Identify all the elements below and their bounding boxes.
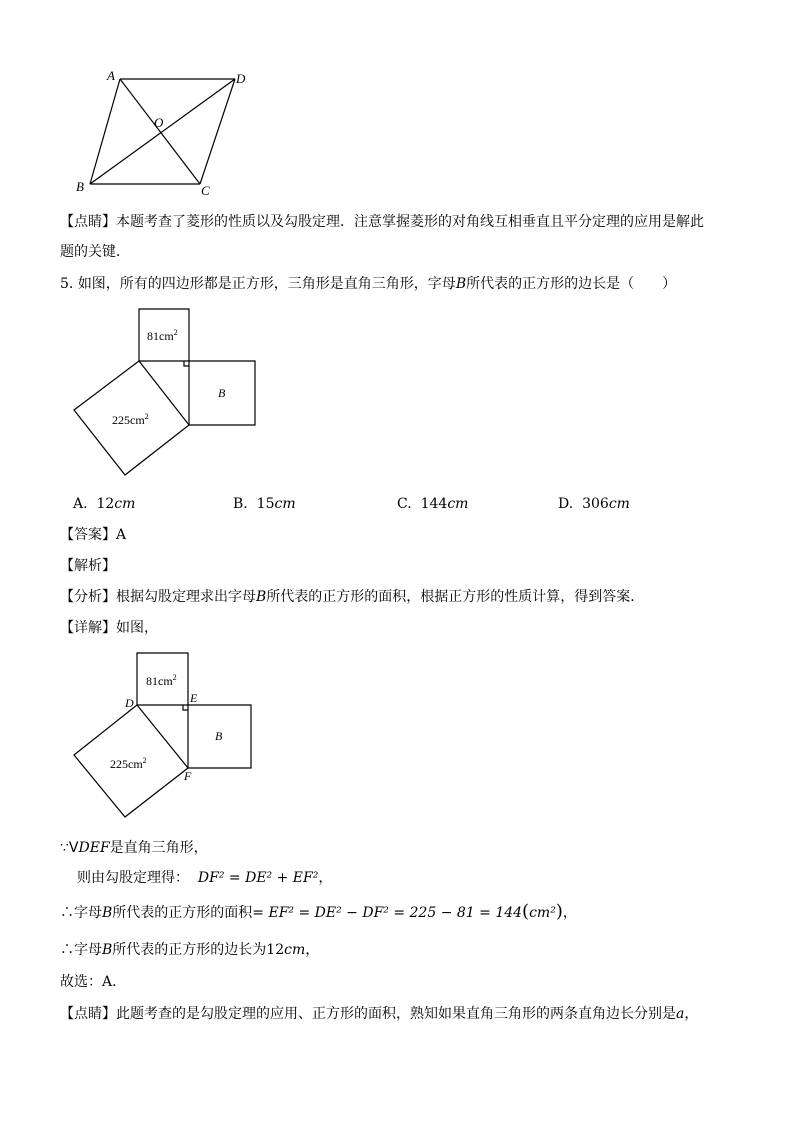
square-top-label-2: $81cm^2$ (146, 673, 177, 688)
solution-4-text-1: 字母 (74, 942, 102, 958)
fenxi-text-end: 所代表的正方形的面积，根据正方形的性质计算，得到答案． (266, 589, 645, 605)
option-a (73, 495, 135, 513)
answer (60, 526, 126, 544)
solution-3-text-1: 字母 (74, 905, 102, 921)
answer-tag: 【答案】 (60, 527, 116, 543)
comment-1-text: 本题考查了菱形的性质以及勾股定理．注意掌握菱形的对角线互相垂直且平分定理的应用是解此 (116, 214, 704, 230)
option-c-unit: cm (447, 496, 469, 512)
squares-figure-labeled (60, 645, 270, 825)
option-c-key: C. (397, 496, 412, 512)
analysis-tag: 【解析】 (60, 558, 116, 574)
solution-1-text: 是直角三角形， (109, 840, 208, 856)
label-e: E (190, 691, 198, 705)
label-f: F (184, 769, 192, 783)
label-a: A (107, 68, 115, 83)
xiangjie (60, 619, 158, 637)
label-b: B (76, 179, 84, 194)
solution-2-text: 则由勾股定理得： (77, 870, 189, 886)
option-b-num: 15 (256, 496, 275, 512)
solution-3-end: ， (562, 905, 577, 921)
comment-2-end: ， (684, 1006, 699, 1022)
label-c: C (201, 183, 210, 198)
square-left-label: $225cm^2$ (112, 412, 149, 427)
fenxi-tag: 【分析】 (60, 589, 116, 605)
option-d (558, 495, 630, 513)
option-d-num: 306 (582, 496, 609, 512)
fenxi (60, 588, 644, 606)
triangle-symbol: V (68, 840, 79, 856)
solution-3-formula: = EF² = DE² − DF² = 225 − 81 = 144 (252, 905, 523, 921)
question-number: 5. (60, 276, 74, 292)
solution-line-2 (77, 869, 332, 887)
answer-value: A (116, 527, 127, 543)
question-text-end: 所代表的正方形的边长是（ ） (466, 276, 677, 292)
solution-2-end: ， (318, 870, 333, 886)
solution-line-4 (60, 941, 319, 959)
option-c (397, 495, 468, 513)
solution-2-formula: DF² = DE² + EF² (197, 870, 319, 886)
question-5 (60, 275, 676, 293)
square-left-label-2: $225cm^2$ (110, 756, 147, 771)
solution-3-unit: cm² (529, 905, 556, 921)
therefore-symbol-1: ∴ (60, 905, 74, 921)
solution-4-var: B (102, 942, 113, 958)
comment-2-var: a (676, 1006, 685, 1022)
solution-3-var: B (102, 905, 113, 921)
option-c-num: 144 (420, 496, 448, 512)
label-d: D (236, 71, 246, 86)
solution-4-num: 12 (266, 942, 285, 958)
diagonal-ac (120, 79, 200, 184)
fenxi-text: 根据勾股定理求出字母 (116, 589, 256, 605)
question-var: B (455, 276, 467, 292)
xiangjie-text: 如图， (116, 620, 158, 636)
solution-line-1 (60, 839, 208, 857)
solution-line-5: 故选：A． (60, 974, 127, 990)
option-d-unit: cm (608, 496, 630, 512)
diagonal-bd (90, 79, 235, 184)
option-b-key: B. (233, 496, 248, 512)
because-symbol: ∵ (60, 840, 69, 856)
option-d-key: D. (558, 496, 574, 512)
question-text: 如图，所有的四边形都是正方形，三角形是直角三角形，字母 (77, 276, 456, 292)
solution-4-unit: cm (284, 942, 306, 958)
right-angle-mark-2 (183, 705, 188, 710)
comment-2-text: 此题考查的是勾股定理的应用、正方形的面积，熟知如果直角三角形的两条直角边长分别是 (116, 1006, 676, 1022)
xiangjie-tag: 【详解】 (60, 620, 116, 636)
solution-3-text-2: 所代表的正方形的面积 (112, 905, 253, 921)
label-o: O (154, 115, 164, 130)
fenxi-var: B (256, 589, 267, 605)
square-right-label-2: B (215, 729, 223, 743)
square-top-label: $81cm^2$ (147, 328, 178, 343)
option-a-unit: cm (114, 496, 136, 512)
solution-4-text-2: 所代表的正方形的边长为 (112, 942, 267, 958)
triangle-name: DEF (78, 840, 110, 856)
option-b-unit: cm (274, 496, 296, 512)
label-d-2: D (125, 696, 134, 710)
therefore-symbol-2: ∴ (60, 942, 74, 958)
side-ba (90, 79, 120, 184)
option-b (233, 495, 296, 513)
square-right-label: B (218, 386, 226, 400)
comment-1-line-1 (60, 213, 704, 231)
side-dc (200, 79, 235, 184)
right-angle-mark (184, 361, 189, 366)
option-a-key: A. (73, 496, 88, 512)
comment-1-tag: 【点睛】 (60, 214, 116, 230)
comment-1-line-2: 题的关键． (60, 244, 130, 260)
comment-2 (60, 1005, 698, 1023)
solution-line-3: ∴字母B所代表的正方形的面积= EF² = DE² − DF² = 225 − 81 = 144(cm²)， (60, 901, 577, 922)
solution-4-end: ， (305, 942, 320, 958)
option-a-num: 12 (96, 496, 115, 512)
squares-figure (60, 300, 270, 485)
comment-2-tag: 【点睛】 (60, 1006, 116, 1022)
rhombus-figure (70, 64, 260, 204)
